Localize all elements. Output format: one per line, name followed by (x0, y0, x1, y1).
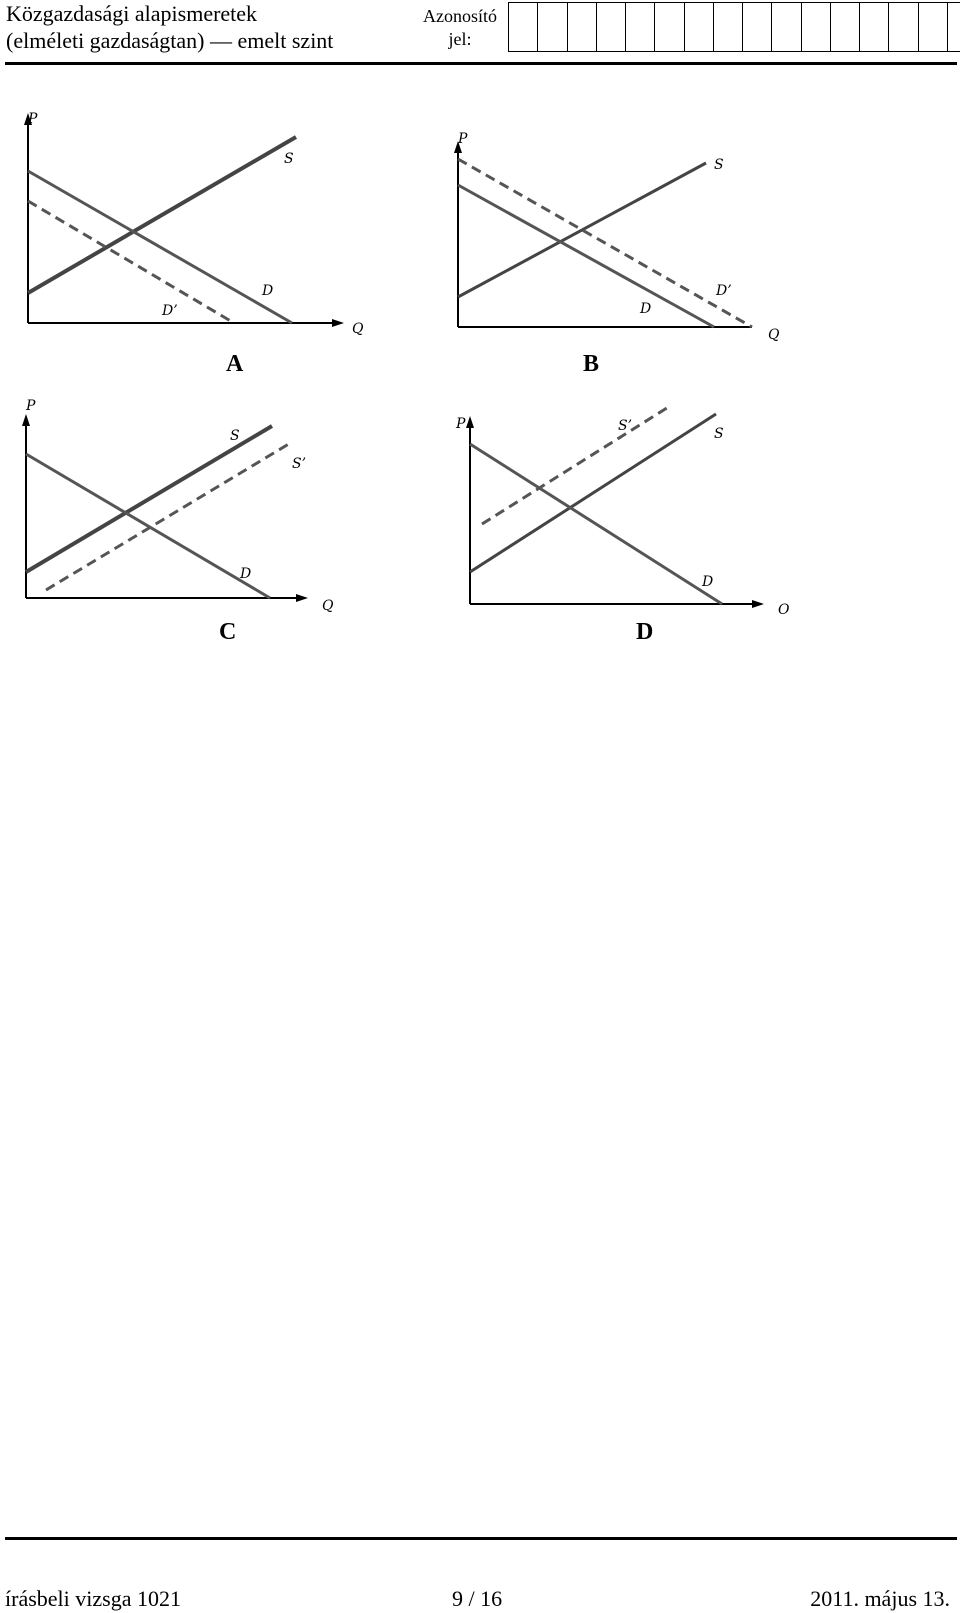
id-box[interactable] (743, 3, 772, 51)
graph-d-supply-line (470, 414, 716, 572)
graph-c-shift-label: S’ (292, 456, 307, 472)
graph-d-shift-label: S’ (618, 418, 633, 434)
id-box[interactable] (685, 3, 714, 51)
graph-d-demand-line (470, 444, 722, 604)
graph-c-letter: C (219, 619, 237, 645)
header-rule (5, 62, 957, 65)
graph-d-demand-label: D (702, 574, 714, 590)
exam-title-line1: Közgazdasági alapismeretek (6, 1, 258, 26)
graph-a-demand-shifted-line (28, 201, 234, 323)
exam-title (6, 0, 333, 54)
graph-c-supply-shifted-line (46, 442, 292, 590)
graph-b-x-label: Q (768, 327, 780, 343)
id-box[interactable] (860, 3, 889, 51)
id-box[interactable] (831, 3, 860, 51)
graph-c-supply-label: S (230, 428, 240, 444)
id-box[interactable] (655, 3, 684, 51)
graph-d (456, 400, 820, 625)
graph-a (20, 105, 380, 345)
id-box[interactable] (509, 3, 538, 51)
id-label-line2: jel: (448, 29, 472, 49)
footer-rule (5, 1537, 957, 1540)
id-label (418, 5, 502, 51)
graph-a-letter: A (226, 351, 244, 377)
footer-page-number: 9 / 16 (452, 1586, 503, 1611)
graph-b (450, 125, 810, 355)
graph-b-demand-label: D (640, 301, 652, 317)
id-boxes (508, 2, 960, 52)
graph-b-supply-label: S (714, 157, 724, 173)
graph-d-x-arrow (752, 600, 764, 608)
graph-c-x-label: Q (322, 598, 334, 614)
graph-c-x-arrow (296, 594, 308, 602)
id-box[interactable] (626, 3, 655, 51)
graph-c-demand-label: D (240, 566, 252, 582)
graph-d-supply-label: S (714, 426, 724, 442)
graph-b-shift-label: D’ (716, 283, 732, 299)
id-box[interactable] (919, 3, 948, 51)
graph-c-y-arrow (22, 414, 30, 426)
graph-a-demand-line (28, 171, 292, 323)
graph-c (18, 396, 358, 621)
graph-d-svg (456, 400, 820, 625)
graph-d-x-label: O (778, 602, 790, 618)
graph-a-shift-label: D’ (162, 303, 178, 319)
id-box[interactable] (772, 3, 801, 51)
graph-c-supply-line (26, 426, 272, 572)
graph-b-letter: B (583, 351, 600, 377)
graph-a-svg (20, 105, 380, 345)
id-box[interactable] (538, 3, 567, 51)
graph-b-demand-shifted-line (458, 159, 752, 327)
graph-a-x-label: Q (352, 321, 364, 337)
graph-c-svg (18, 396, 358, 621)
graph-d-letter: D (636, 619, 654, 645)
page-header (0, 0, 960, 64)
graph-b-y-label: P (458, 131, 468, 147)
exam-title-line2: (elméleti gazdaságtan) — emelt szint (6, 28, 334, 53)
graph-a-supply-label: S (284, 151, 294, 167)
footer-date: 2011. május 13. (810, 1586, 950, 1611)
graph-c-demand-line (26, 454, 270, 598)
graph-d-y-arrow (466, 416, 474, 428)
graph-b-svg (450, 125, 810, 355)
graph-d-y-label: P (456, 416, 466, 432)
id-box[interactable] (889, 3, 918, 51)
footer-exam-code: írásbeli vizsga 1021 (5, 1586, 181, 1611)
graph-a-x-arrow (332, 319, 344, 327)
graph-b-supply-line (458, 163, 706, 297)
id-box[interactable] (948, 3, 960, 51)
id-box[interactable] (802, 3, 831, 51)
graph-b-demand-line (458, 185, 714, 327)
graph-a-demand-label: D (262, 283, 274, 299)
id-box[interactable] (568, 3, 597, 51)
graph-a-supply-line (28, 137, 296, 293)
graph-a-y-label: P (28, 111, 38, 127)
id-box[interactable] (597, 3, 626, 51)
graph-d-supply-shifted-line (482, 406, 670, 524)
id-label-line1: Azonosító (423, 6, 497, 26)
id-box[interactable] (714, 3, 743, 51)
graph-c-y-label: P (26, 398, 36, 414)
